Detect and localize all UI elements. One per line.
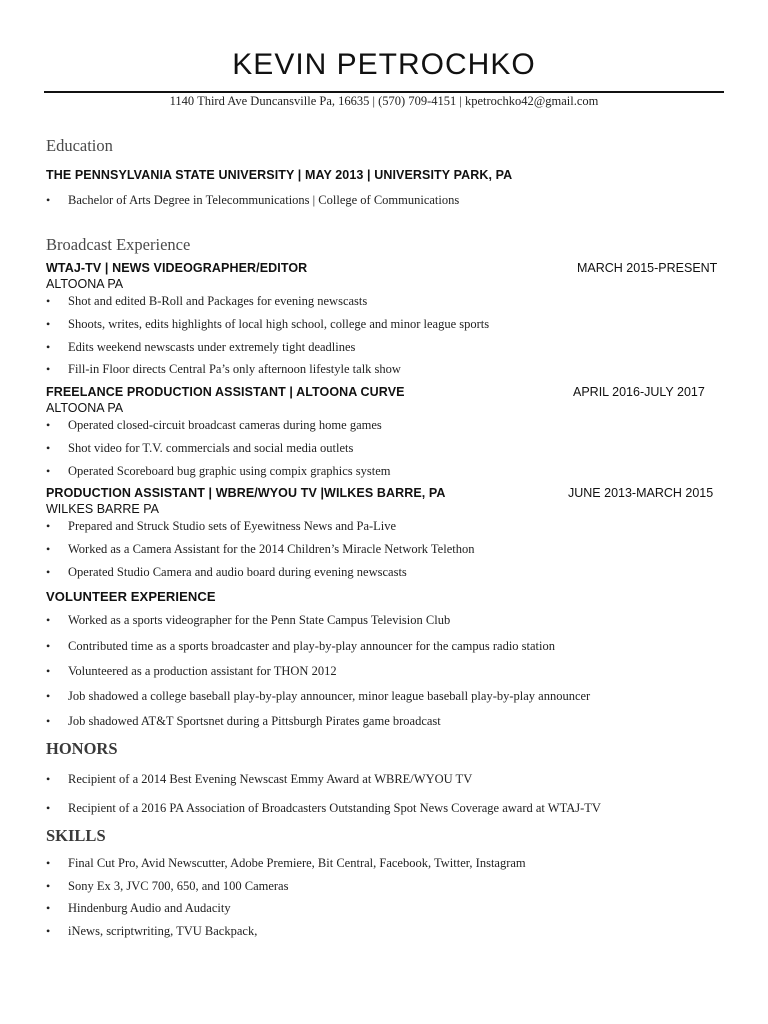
job-location-wbre: WILKES BARRE PA <box>46 502 159 516</box>
skills-item: • iNews, scriptwriting, TVU Backpack, <box>46 924 258 938</box>
job-date-wtaj: MARCH 2015-PRESENT <box>577 261 718 275</box>
skills-item: • Final Cut Pro, Avid Newscutter, Adobe Premiere, Bit Central, Facebook, Twitter, Instagram <box>46 856 526 870</box>
job-item: • Worked as a Camera Assistant for the 2014 Children’s Miracle Network Telethon <box>46 542 475 556</box>
job-location-curve: ALTOONA PA <box>46 401 124 415</box>
job-item: • Operated Studio Camera and audio board during evening newscasts <box>46 565 407 579</box>
honors-heading: HONORS <box>46 739 118 758</box>
honors-item: • Recipient of a 2014 Best Evening Newscast Emmy Award at WBRE/WYOU TV <box>46 772 473 786</box>
job-item: • Operated closed-circuit broadcast cameras during home games <box>46 418 382 432</box>
job-date-wbre: JUNE 2013-MARCH 2015 <box>568 486 714 500</box>
job-item: • Fill-in Floor directs Central Pa’s only afternoon lifestyle talk show <box>46 362 401 376</box>
resume-name: KEVIN PETROCHKO <box>232 48 536 81</box>
job-title-wbre: PRODUCTION ASSISTANT | WBRE/WYOU TV |WILKES BARRE, PA <box>46 486 446 500</box>
job-item: • Prepared and Struck Studio sets of Eyewitness News and Pa-Live <box>46 519 397 533</box>
contact-line: 1140 Third Ave Duncansville Pa, 16635 | (570) 709-4151 | kpetrochko42@gmail.com <box>169 94 599 108</box>
education-item: • Bachelor of Arts Degree in Telecommunications | College of Communications <box>46 193 460 207</box>
job-date-curve: APRIL 2016-JULY 2017 <box>573 385 705 399</box>
job-item: • Shot and edited B-Roll and Packages for evening newscasts <box>46 294 368 308</box>
volunteer-item: • Job shadowed a college baseball play-by-play announcer, minor league baseball play-by-play announcer <box>46 689 591 703</box>
honors-item: • Recipient of a 2016 PA Association of Broadcasters Outstanding Spot News Coverage award at WTAJ-TV <box>46 801 601 815</box>
job-item: • Shot video for T.V. commercials and social media outlets <box>46 441 354 455</box>
job-title-wtaj: WTAJ-TV | NEWS VIDEOGRAPHER/EDITOR <box>46 261 308 275</box>
skills-heading: SKILLS <box>46 826 106 845</box>
skills-item: • Hindenburg Audio and Audacity <box>46 901 231 915</box>
job-title-curve: FREELANCE PRODUCTION ASSISTANT | ALTOONA CURVE <box>46 385 405 399</box>
education-school: THE PENNSYLVANIA STATE UNIVERSITY | MAY 2013 | UNIVERSITY PARK, PA <box>46 168 513 182</box>
volunteer-heading: VOLUNTEER EXPERIENCE <box>46 589 216 604</box>
skills-item: • Sony Ex 3, JVC 700, 650, and 100 Cameras <box>46 879 289 893</box>
volunteer-item: • Job shadowed AT&T Sportsnet during a Pittsburgh Pirates game broadcast <box>46 714 441 728</box>
job-item: • Operated Scoreboard bug graphic using compix graphics system <box>46 464 391 478</box>
volunteer-item: • Contributed time as a sports broadcaster and play-by-play announcer for the campus radio station <box>46 639 556 653</box>
job-item: • Shoots, writes, edits highlights of local high school, college and minor league sports <box>46 317 490 331</box>
volunteer-item: • Volunteered as a production assistant for THON 2012 <box>46 664 337 678</box>
education-heading: Education <box>46 136 113 155</box>
broadcast-heading: Broadcast Experience <box>46 235 191 254</box>
job-location-wtaj: ALTOONA PA <box>46 277 124 291</box>
volunteer-item: • Worked as a sports videographer for the Penn State Campus Television Club <box>46 613 451 627</box>
job-item: • Edits weekend newscasts under extremely tight deadlines <box>46 340 356 354</box>
header-divider <box>44 91 724 93</box>
